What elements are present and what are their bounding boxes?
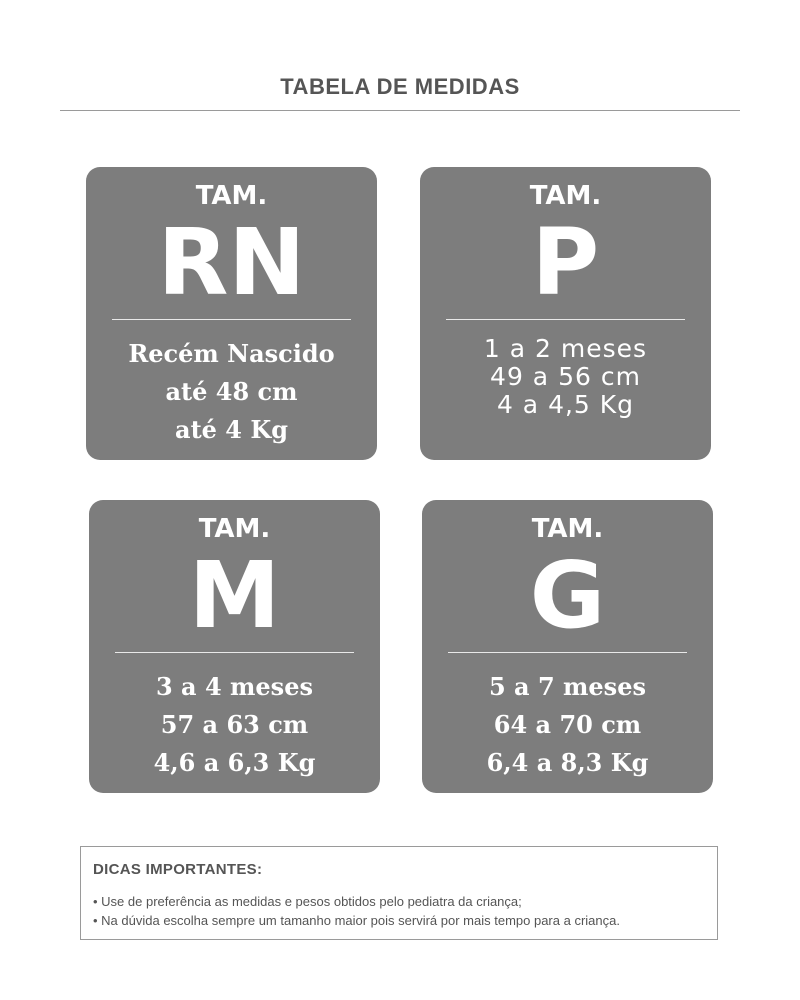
size-card-age: 1 a 2 meses xyxy=(483,334,648,363)
size-card-g xyxy=(422,500,713,793)
size-card-m xyxy=(89,500,380,793)
size-card-size: RN xyxy=(157,209,306,316)
tip-item: • Use de preferência as medidas e pesos obtidos pelo pediatra da criança; xyxy=(93,894,522,909)
size-card-divider xyxy=(112,319,351,320)
size-card-length: 57 a 63 cm xyxy=(160,710,309,739)
size-card-size: G xyxy=(529,542,606,649)
title-divider xyxy=(60,110,740,111)
size-card-p xyxy=(420,167,711,460)
size-card-divider xyxy=(446,319,685,320)
size-card-size: M xyxy=(188,542,281,649)
size-card-details xyxy=(89,668,380,782)
size-card-size: P xyxy=(531,209,600,316)
tips-title: DICAS IMPORTANTES: xyxy=(93,861,263,878)
size-card-divider xyxy=(115,652,354,653)
size-card-length: 64 a 70 cm xyxy=(493,710,642,739)
size-card-rn xyxy=(86,167,377,460)
size-card-weight: 4 a 4,5 Kg xyxy=(496,390,635,419)
size-card-details xyxy=(86,335,377,449)
tips-box xyxy=(80,846,718,940)
size-card-label: TAM. xyxy=(529,181,602,211)
size-card-details xyxy=(420,335,711,419)
size-card-weight: até 4 Kg xyxy=(175,415,288,444)
size-card-divider xyxy=(448,652,687,653)
tip-item: • Na dúvida escolha sempre um tamanho maior pois servirá por mais tempo para a criança. xyxy=(93,913,620,928)
size-card-label: TAM. xyxy=(531,514,604,544)
size-card-weight: 6,4 a 8,3 Kg xyxy=(486,748,649,777)
size-card-details xyxy=(422,668,713,782)
page-title: TABELA DE MEDIDAS xyxy=(280,74,520,99)
size-card-label: TAM. xyxy=(195,181,268,211)
size-card-label: TAM. xyxy=(198,514,271,544)
size-card-age: 5 a 7 meses xyxy=(489,672,646,701)
size-card-age: 3 a 4 meses xyxy=(156,672,313,701)
size-card-weight: 4,6 a 6,3 Kg xyxy=(153,748,316,777)
size-card-age: Recém Nascido xyxy=(128,339,335,368)
size-card-length: até 48 cm xyxy=(165,377,298,406)
size-card-length: 49 a 56 cm xyxy=(490,362,641,391)
